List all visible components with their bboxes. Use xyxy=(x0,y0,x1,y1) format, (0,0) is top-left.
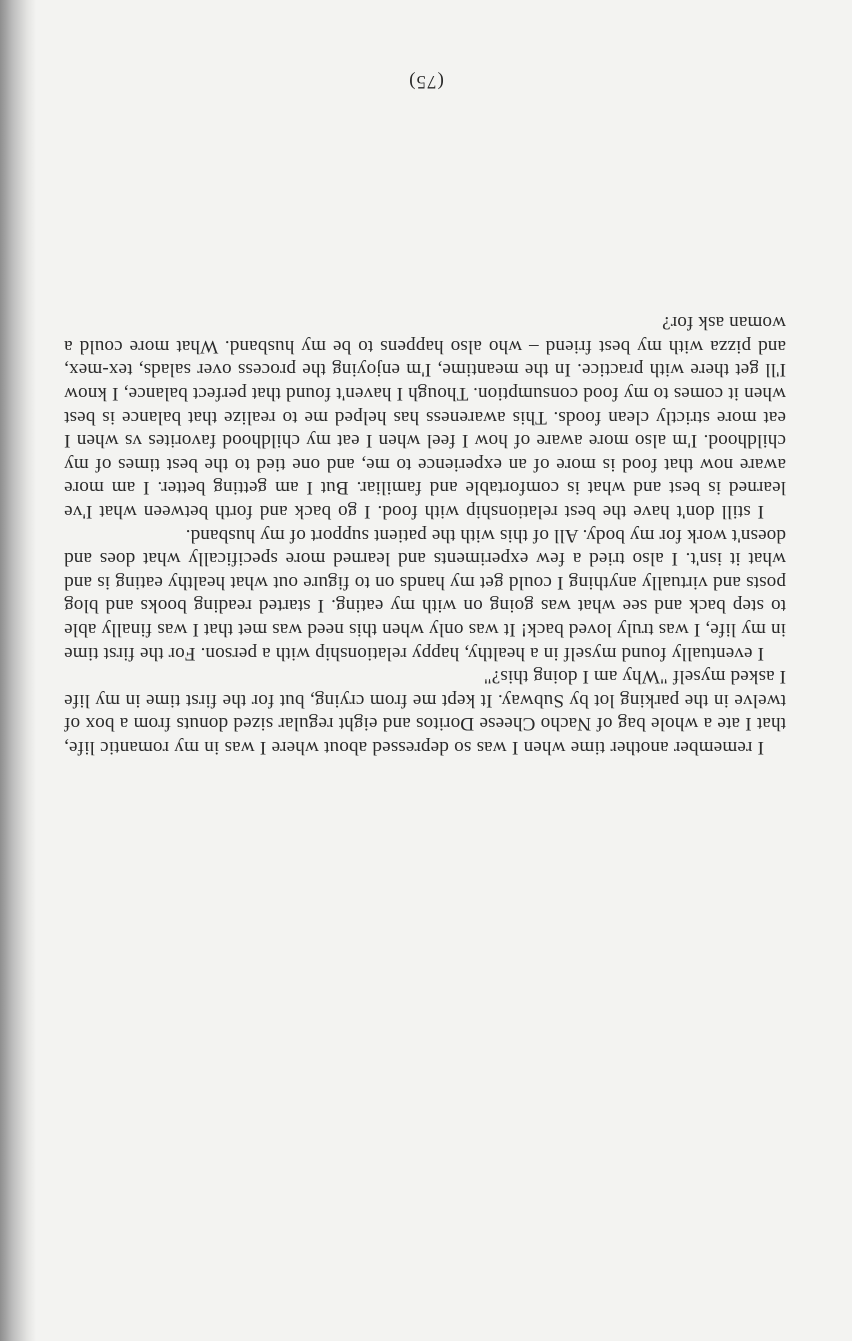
page-body-text xyxy=(64,311,786,759)
paragraph-3: I still don't have the best relationship with food. I go back and forth between what I've learned is best and what is comfortable and familiar. But I am getting better. I am more aware now that food is more of an experience to me, and one tied to the best times of my childhood. I'm also more aware of how I feel when I eat my childhood favorites vs when I eat more strictly clean foods. This awareness has helped me to realize that balance is best when it comes to my food consumption. Though I haven't found that perfect balance, I know I'll get there with practice. In the meantime, I'm enjoying the process over salads, tex-mex, and pizza with my best friend – who also happens to be my husband. What more could a woman ask for? xyxy=(64,312,786,523)
paragraph-2: I eventually found myself in a healthy, happy relationship with a person. For the first time in my life, I was truly loved back! It was only when this need was met that I was finally able to step back and see what was going on with my eating. I started reading books and blog posts and virtually anything I could get my hands on to figure out what healthy eating is and what it isn't. I also tried a few experiments and learned more specifically what does and doesn't work for my body. All of this with the patient support of my husband. xyxy=(64,524,786,664)
paragraph-1: I remember another time when I was so depressed about where I was in my romantic life, that I ate a whole bag of Nacho Cheese Doritos and eight regular sized donuts from a box of twelve in the parking lot by Subway. It kept me from crying, but for the first time in my life I asked myself "Why am I doing this?" xyxy=(64,666,786,758)
page-number: (75) xyxy=(408,71,444,92)
